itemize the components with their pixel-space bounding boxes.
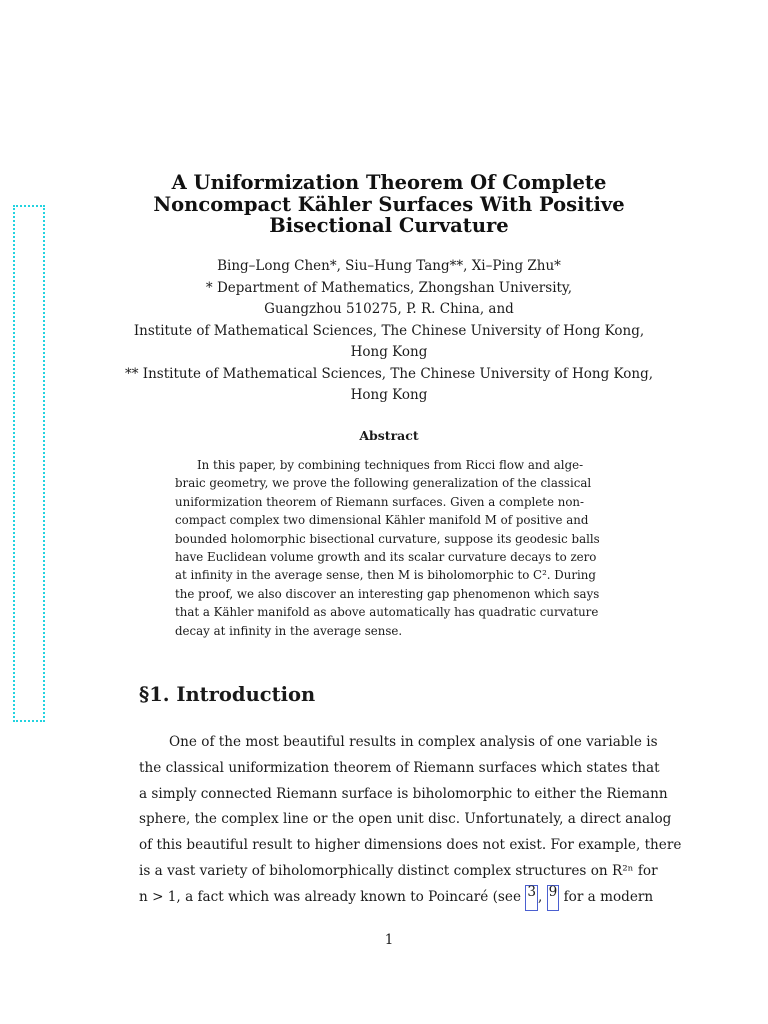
affiliation-line: ** Institute of Mathematical Sciences, The Chinese University of Hong Kong,: [124, 365, 654, 382]
intro-body: [139, 730, 682, 911]
link-highlight-frame[interactable]: [13, 205, 45, 722]
intro-line: sphere, the complex line or the open unit disc. Unfortunately, a direct analog: [139, 811, 672, 828]
affiliation-line: * Department of Mathematics, Zhongshan University,: [205, 279, 573, 296]
abstract-line: the proof, we also discover an interesting gap phenomenon which says: [175, 586, 600, 601]
affiliation-line: Guangzhou 510275, P. R. China, and: [264, 301, 514, 317]
author-list: Bing–Long Chen*, Siu–Hung Tang**, Xi–Ping Zhu*: [217, 258, 561, 274]
abstract-line: compact complex two dimensional Kähler manifold M of positive and: [175, 513, 589, 528]
abstract-line: have Euclidean volume growth and its scalar curvature decays to zero: [175, 550, 597, 565]
intro-line: the classical uniformization theorem of Riemann surfaces which states that: [139, 759, 660, 776]
affiliation-line: Hong Kong: [350, 387, 428, 403]
author-block: [100, 256, 678, 407]
citation-link[interactable]: 3: [525, 885, 538, 911]
abstract-line: In this paper, by combining techniques from Ricci flow and alge-: [197, 458, 584, 472]
abstract-line: uniformization theorem of Riemann surfaces. Given a complete non-: [175, 494, 585, 509]
intro-text: n > 1, a fact which was already known to Poincaré (see: [139, 888, 526, 905]
abstract-line: bounded holomorphic bisectional curvature, suppose its geodesic balls: [175, 531, 600, 546]
abstract-body: [175, 456, 603, 640]
title-line: Noncompact Kähler Surfaces With Positive: [153, 192, 625, 216]
citation-link[interactable]: 9: [547, 885, 560, 911]
abstract-line: at infinity in the average sense, then M is biholomorphic to C². During: [175, 568, 596, 583]
intro-line: of this beautiful result to higher dimensions does not exist. For example, there: [139, 837, 682, 854]
affiliation-line: Institute of Mathematical Sciences, The Chinese University of Hong Kong,: [133, 322, 645, 339]
title-line: Bisectional Curvature: [269, 214, 509, 237]
intro-text: for a modern: [559, 888, 654, 905]
intro-line: [139, 883, 654, 911]
abstract-line: braic geometry, we prove the following generalization of the classical: [175, 476, 592, 491]
intro-text: ,: [537, 888, 547, 905]
intro-line: One of the most beautiful results in complex analysis of one variable is: [169, 734, 658, 750]
intro-line: is a vast variety of biholomorphically distinct complex structures on R²ⁿ for: [139, 862, 658, 879]
abstract-heading: Abstract: [359, 428, 419, 443]
intro-line: a simply connected Riemann surface is biholomorphic to either the Riemann: [139, 785, 668, 802]
affiliation-line: Hong Kong: [350, 344, 428, 360]
abstract-line: that a Kähler manifold as above automatically has quadratic curvature: [175, 605, 599, 620]
abstract-line: decay at infinity in the average sense.: [175, 623, 403, 638]
section-heading: §1. Introduction: [139, 683, 316, 706]
page-number: 1: [384, 932, 394, 948]
title-line: A Uniformization Theorem Of Complete: [171, 171, 607, 194]
paper-title: [120, 172, 658, 237]
